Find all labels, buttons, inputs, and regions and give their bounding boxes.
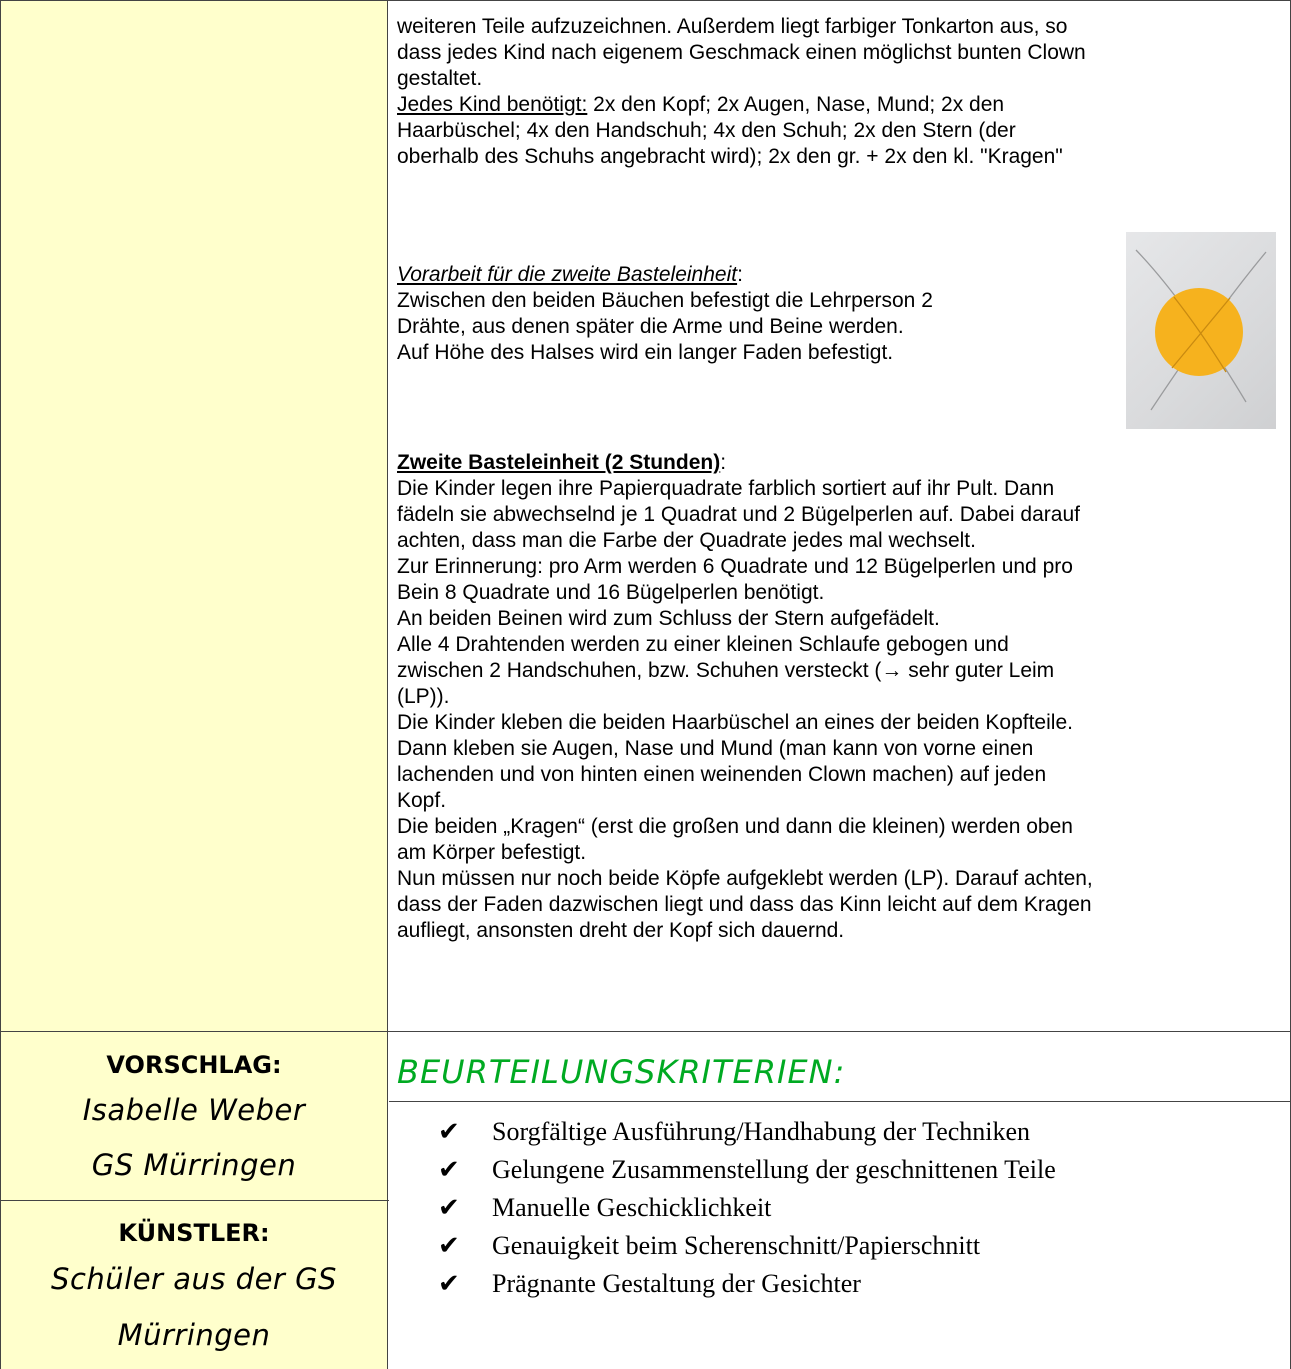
instructions-text [397,14,1287,170]
list-item [438,1265,1258,1303]
second-session-heading [397,450,1287,476]
check-icon: ✔ [438,1269,460,1298]
check-icon: ✔ [438,1193,460,1222]
text-line: Alle 4 Drahtenden werden zu einer kleinen Schlaufe gebogen und [397,633,1009,656]
text-line: weiteren Teile aufzuzeichnen. Außerdem liegt farbiger Tonkarton aus, so [397,15,1068,38]
criterion-text: Manuelle Geschicklichkeit [492,1193,772,1222]
text-line: Dann kleben sie Augen, Nase und Mund (man kann von vorne einen [397,737,1034,760]
kuenstler-label: KÜNSTLER: [118,1219,270,1247]
yellow-disc-with-wires-image [1126,232,1276,429]
preparation-heading [397,262,1097,288]
preparation-title-colon: : [737,263,743,286]
second-session-title-colon: : [720,451,727,474]
list-item [438,1113,1258,1151]
second-session-title: Zweite Basteleinheit (2 Stunden) [397,451,721,474]
text-line: (LP)). [397,685,450,708]
list-item [438,1189,1258,1227]
list-item [438,1151,1258,1189]
left-cell-divider [0,1200,389,1201]
text-line: Drähte, aus denen später die Arme und Beine werden. [397,315,904,338]
criterion-text: Gelungene Zusammenstellung der geschnittenen Teile [492,1155,1056,1184]
text-line: achten, dass man die Farbe der Quadrate jedes mal wechselt. [397,529,976,552]
text-line: lachenden und von hinten einen weinenden Clown machen) auf jeden [397,763,1047,786]
text-line: Zur Erinnerung: pro Arm werden 6 Quadrate und 12 Bügelperlen und pro [397,555,1073,578]
check-icon: ✔ [438,1155,460,1184]
text-line: Auf Höhe des Halses wird ein langer Faden befestigt. [397,341,894,364]
check-icon: ✔ [438,1117,460,1146]
criterion-text: Genauigkeit beim Scherenschnitt/Papierschnitt [492,1231,981,1260]
second-session-section [397,450,1287,944]
text-line: zwischen 2 Handschuhen, bzw. Schuhen versteckt (→ sehr guter Leim [397,659,1055,682]
text-line: An beiden Beinen wird zum Schluss der Stern aufgefädelt. [397,607,940,630]
text-line: am Körper befestigt. [397,841,587,864]
needs-text: 2x den Kopf; 2x Augen, Nase, Mund; 2x den [587,93,1005,116]
vorschlag-label: VORSCHLAG: [106,1051,282,1079]
criteria-list [438,1113,1258,1303]
text-line: Haarbüschel; 4x den Handschuh; 4x den Schuh; 2x den Stern (der [397,119,1016,142]
list-item [438,1227,1258,1265]
text-line: fädeln sie abwechselnd je 1 Quadrat und 2 Bügelperlen auf. Dabei darauf [397,503,1080,526]
school-name: GS Mürringen [91,1148,297,1182]
preparation-section [397,262,1097,366]
text-line: Die Kinder kleben die beiden Haarbüschel an eines der beiden Kopfteile. [397,711,1073,734]
text-line: oberhalb des Schuhs angebracht wird); 2x den gr. + 2x den kl. "Kragen" [397,145,1063,168]
text-line: dass jedes Kind nach eigenem Geschmack einen möglichst bunten Clown [397,41,1086,64]
needs-line [397,92,1287,118]
text-line: Kopf. [397,789,447,812]
preparation-title: Vorarbeit für die zweite Basteleinheit [397,263,738,286]
clown-body-photo [1126,232,1276,429]
text-line: Bein 8 Quadrate und 16 Bügelperlen benötigt. [397,581,825,604]
text-line: Nun müssen nur noch beide Köpfe aufgeklebt werden (LP). Darauf achten, [397,867,1093,890]
row-divider [0,1031,1291,1032]
text-line: dass der Faden dazwischen liegt und dass das Kinn leicht auf dem Kragen [397,893,1092,916]
top-border [0,0,1291,1]
criterion-text: Prägnante Gestaltung der Gesichter [492,1269,861,1298]
needs-label: Jedes Kind benötigt: [397,93,588,116]
author-name: Isabelle Weber [82,1093,306,1127]
text-line: gestaltet. [397,67,483,90]
artist-line-1: Schüler aus der GS [51,1262,337,1296]
artist-line-2: Mürringen [117,1318,271,1352]
check-icon: ✔ [438,1231,460,1260]
text-line: Die Kinder legen ihre Papierquadrate farblich sortiert auf ihr Pult. Dann [397,477,1055,500]
text-line: Die beiden „Kragen“ (erst die großen und dann die kleinen) werden oben [397,815,1073,838]
criteria-title-divider [389,1101,1291,1102]
text-line: aufliegt, ansonsten dreht der Kopf sich dauernd. [397,919,845,942]
criterion-text: Sorgfältige Ausführung/Handhabung der Techniken [492,1117,1031,1146]
criteria-title: BEURTEILUNGSKRITERIEN: [397,1053,846,1091]
text-line: Zwischen den beiden Bäuchen befestigt die Lehrperson 2 [397,289,933,312]
